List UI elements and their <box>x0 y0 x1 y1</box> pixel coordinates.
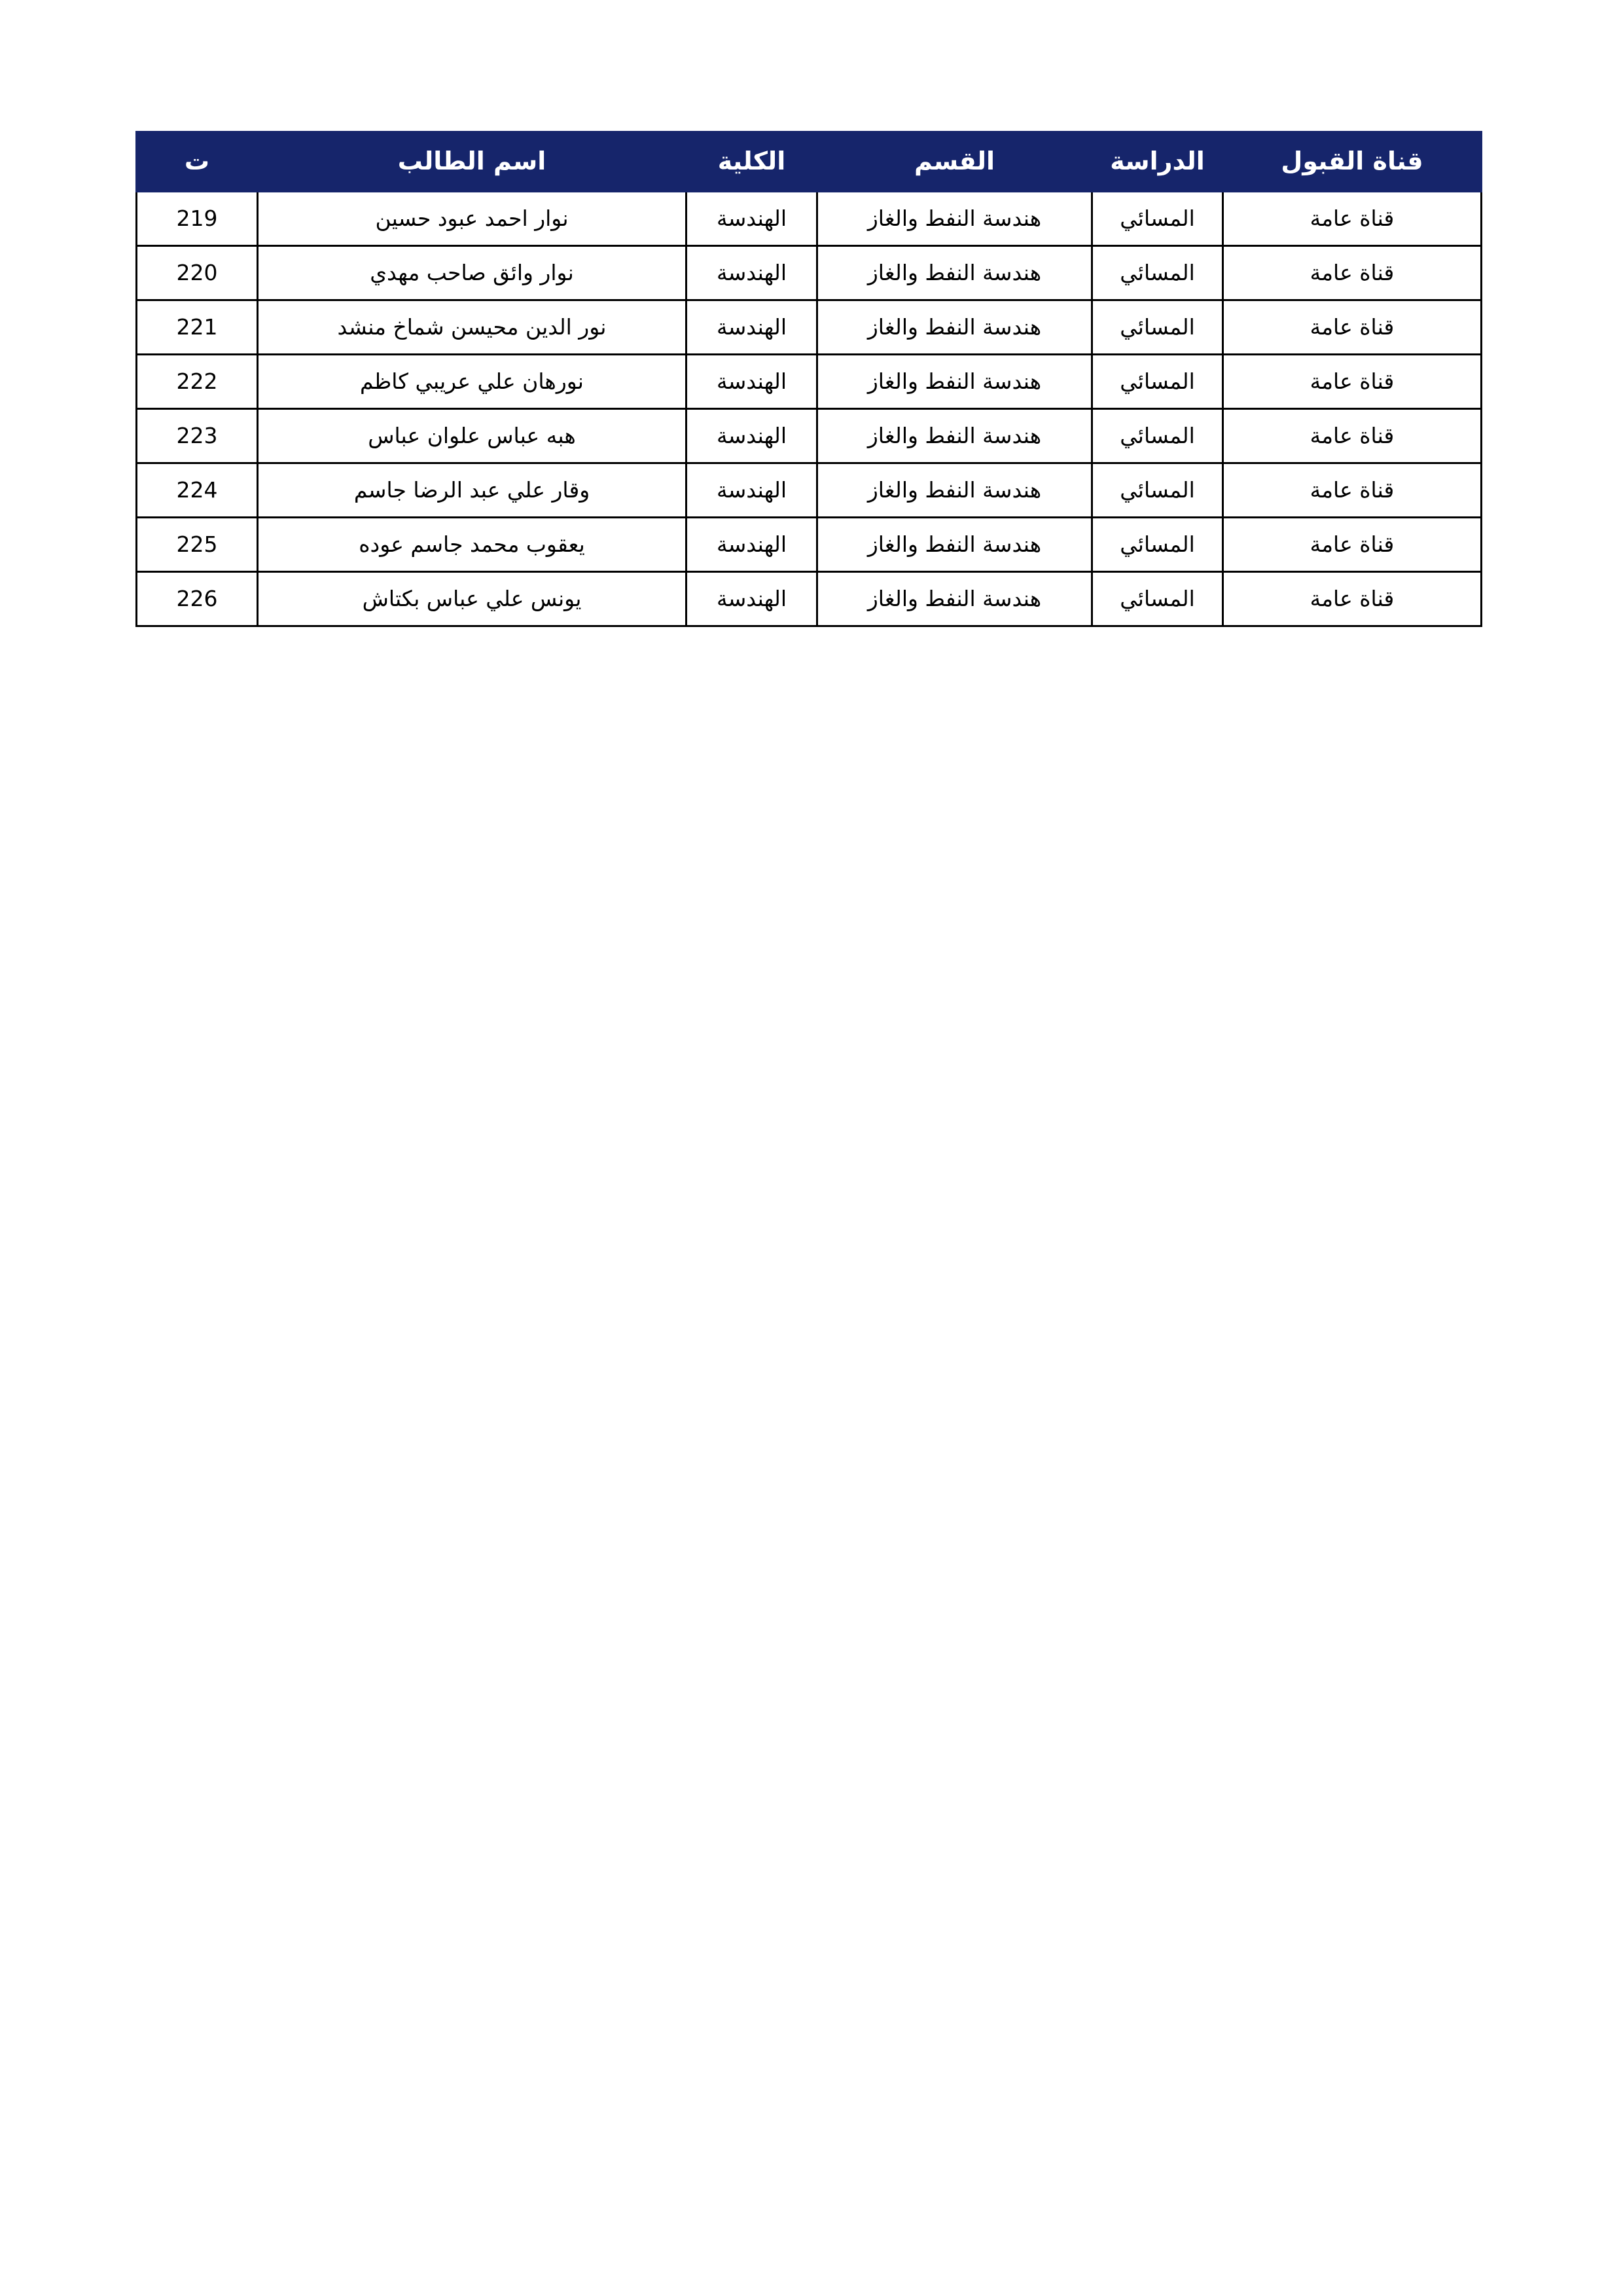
cell-admission-channel: قناة عامة <box>1223 518 1482 572</box>
cell-student-name: هبه عباس علوان عباس <box>258 409 687 463</box>
cell-study-type: المسائي <box>1092 463 1223 518</box>
cell-index: 222 <box>137 355 258 409</box>
cell-department: هندسة النفط والغاز <box>817 518 1092 572</box>
cell-student-name: نوار احمد عبود حسين <box>258 192 687 246</box>
cell-admission-channel: قناة عامة <box>1223 572 1482 626</box>
cell-department: هندسة النفط والغاز <box>817 572 1092 626</box>
cell-college: الهندسة <box>687 246 817 300</box>
cell-admission-channel: قناة عامة <box>1223 409 1482 463</box>
column-header-college: الكلية <box>687 132 817 192</box>
cell-study-type: المسائي <box>1092 572 1223 626</box>
cell-admission-channel: قناة عامة <box>1223 300 1482 355</box>
column-header-index: ت <box>137 132 258 192</box>
cell-study-type: المسائي <box>1092 518 1223 572</box>
cell-college: الهندسة <box>687 518 817 572</box>
cell-admission-channel: قناة عامة <box>1223 463 1482 518</box>
cell-index: 220 <box>137 246 258 300</box>
cell-college: الهندسة <box>687 300 817 355</box>
cell-index: 223 <box>137 409 258 463</box>
cell-student-name: يعقوب محمد جاسم عوده <box>258 518 687 572</box>
column-header-study-type: الدراسة <box>1092 132 1223 192</box>
cell-department: هندسة النفط والغاز <box>817 192 1092 246</box>
cell-study-type: المسائي <box>1092 246 1223 300</box>
table-row <box>137 518 1482 572</box>
cell-student-name: نوار وائق صاحب مهدي <box>258 246 687 300</box>
table-body <box>137 192 1482 626</box>
column-header-student-name: اسم الطالب <box>258 132 687 192</box>
cell-department: هندسة النفط والغاز <box>817 355 1092 409</box>
cell-college: الهندسة <box>687 572 817 626</box>
cell-student-name: وقار علي عبد الرضا جاسم <box>258 463 687 518</box>
cell-admission-channel: قناة عامة <box>1223 246 1482 300</box>
cell-college: الهندسة <box>687 355 817 409</box>
cell-student-name: نورهان علي عريبي كاظم <box>258 355 687 409</box>
cell-college: الهندسة <box>687 463 817 518</box>
cell-college: الهندسة <box>687 409 817 463</box>
table-row <box>137 463 1482 518</box>
cell-department: هندسة النفط والغاز <box>817 300 1092 355</box>
cell-admission-channel: قناة عامة <box>1223 355 1482 409</box>
cell-department: هندسة النفط والغاز <box>817 246 1092 300</box>
column-header-admission-channel: قناة القبول <box>1223 132 1482 192</box>
cell-student-name: يونس علي عباس بكتاش <box>258 572 687 626</box>
table-row <box>137 300 1482 355</box>
table-header-row <box>137 132 1482 192</box>
students-table <box>135 131 1482 627</box>
column-header-department: القسم <box>817 132 1092 192</box>
cell-study-type: المسائي <box>1092 192 1223 246</box>
cell-index: 225 <box>137 518 258 572</box>
cell-student-name: نور الدين محيسن شماخ منشد <box>258 300 687 355</box>
table-row <box>137 246 1482 300</box>
cell-admission-channel: قناة عامة <box>1223 192 1482 246</box>
cell-study-type: المسائي <box>1092 355 1223 409</box>
cell-index: 224 <box>137 463 258 518</box>
cell-college: الهندسة <box>687 192 817 246</box>
table-row <box>137 409 1482 463</box>
cell-study-type: المسائي <box>1092 300 1223 355</box>
cell-department: هندسة النفط والغاز <box>817 409 1092 463</box>
cell-department: هندسة النفط والغاز <box>817 463 1092 518</box>
table-row <box>137 572 1482 626</box>
cell-index: 221 <box>137 300 258 355</box>
table-row <box>137 192 1482 246</box>
table-header <box>137 132 1482 192</box>
cell-index: 226 <box>137 572 258 626</box>
table-row <box>137 355 1482 409</box>
cell-index: 219 <box>137 192 258 246</box>
cell-study-type: المسائي <box>1092 409 1223 463</box>
